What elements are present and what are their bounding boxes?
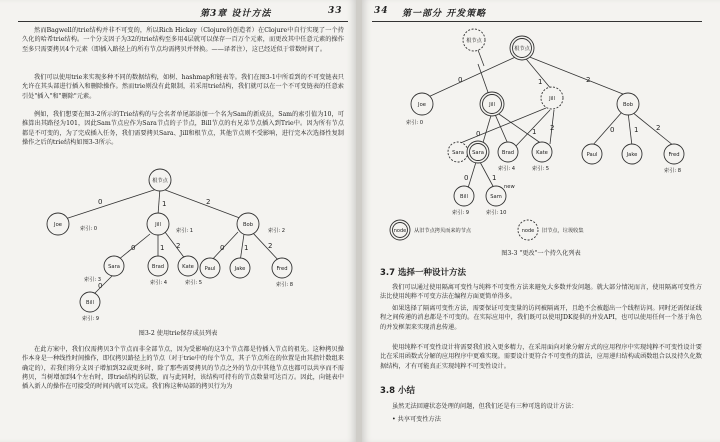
tree-node-jake: Jake bbox=[626, 152, 638, 158]
right-page bbox=[362, 0, 720, 442]
tree-node-paul: Paul bbox=[204, 266, 216, 272]
page-number: 34 bbox=[374, 6, 389, 16]
edge-label: 2 bbox=[656, 124, 661, 132]
index-label: 索引: 2 bbox=[268, 228, 286, 234]
edge-label: 2 bbox=[206, 198, 211, 206]
tree-node-kate: Kate bbox=[536, 150, 548, 156]
edge-label: 2 bbox=[268, 242, 273, 250]
new-node-label: new bbox=[504, 184, 515, 190]
tree-node-joe: Joe bbox=[54, 222, 62, 228]
edge-label: 1 bbox=[532, 128, 537, 136]
legend-node-old: node bbox=[521, 228, 535, 234]
tree-node-jill-old: Jill bbox=[549, 96, 555, 102]
tree-node-jake: Jake bbox=[234, 266, 246, 272]
page-header-chapter: 第3章 设计方法 bbox=[200, 9, 272, 19]
edge-label: 0 bbox=[220, 244, 225, 252]
tree-node-sara-old: Sara bbox=[452, 150, 464, 156]
tree-node-fred: Fred bbox=[668, 152, 680, 158]
tree-node-joe: Joe bbox=[418, 102, 426, 108]
tree-node-sara-new: Sara bbox=[472, 150, 484, 156]
tree-node-new-root: 根节点 bbox=[514, 46, 530, 52]
edge-label: 1 bbox=[160, 244, 165, 252]
edge-label: 1 bbox=[492, 174, 497, 182]
index-label: 索引: 3 bbox=[84, 277, 102, 283]
index-label: 索引: 4 bbox=[498, 166, 516, 172]
page-number: 33 bbox=[328, 6, 343, 16]
index-label: 索引: 0 bbox=[80, 226, 98, 232]
tree-node-sam: Sam bbox=[490, 194, 502, 200]
paragraph: 使用纯粹不可变性设计将需要我们投入更多精力，在采用面向对象分解方式的应用程序中实现纯粹不可变性设计要比在采用函数式分解的应用程序中更难实现。需要设计更符合不可变性的算法，应用递归结构或函数组合以及持久化数据结构，才有可能真正实现纯粹不可变性设计。 bbox=[380, 344, 702, 370]
edge-label: 1 bbox=[162, 200, 167, 208]
header-rule bbox=[372, 21, 702, 22]
page-header-part: 第一部分 开发策略 bbox=[402, 9, 487, 19]
edge-label: 0 bbox=[610, 126, 615, 134]
tree-node-jill: Jill bbox=[155, 222, 161, 228]
paragraph: 虽然无法回避状态处理的问题，但我们还是有三种可选的设计方法： bbox=[392, 403, 578, 410]
index-label: 索引: 8 bbox=[664, 168, 682, 174]
tree-node-old-root: 根节点 bbox=[466, 38, 482, 44]
edge-label: 2 bbox=[550, 124, 555, 132]
tree-node-bob: Bob bbox=[622, 102, 634, 108]
edge-label: 0 bbox=[98, 282, 103, 290]
edge-label: 0 bbox=[476, 130, 481, 138]
paragraph: 然而Bagwell的trie结构并非不可变的，所以Rich Hickey（Clojure的创造者）在Clojure中自行实现了一个持久化的哈希trie结构。一个分支因子为32的trie结构至多用4层就可以保存一百万个元素，而更改其中任意元素的操作至多只需要拷贝4个元素（即插入路径上的所有节点均需拷贝并替换。——译者注），这已经近似于常数时间了。 bbox=[22, 27, 344, 53]
figure-legend bbox=[390, 220, 584, 240]
edge-label: 0 bbox=[458, 76, 463, 84]
header-rule bbox=[18, 21, 348, 22]
figure-caption: 图3-3 "更改"一个持久化列表 bbox=[501, 250, 581, 257]
edge-label: 1 bbox=[244, 244, 249, 252]
paragraph: 如果选择了隔离可变性方法，需要保证可变变量的访问被隔离开，且绝不会被超出一个线程访问。同时还需保证线程之间传递的消息都是不可变的。在实际应用中，我们既可以使用JDK提供的并发API，也可以使用任何一个基于角色的并发框架来实现消息传递。 bbox=[380, 305, 702, 331]
index-label: 索引: 5 bbox=[532, 166, 550, 172]
edge-label: 0 bbox=[98, 198, 103, 206]
legend-node-copied: node bbox=[393, 228, 407, 234]
trie-figure-3-2 bbox=[10, 168, 350, 330]
tree-node-bill: Bill bbox=[86, 300, 94, 306]
index-label: 索引: 9 bbox=[452, 210, 470, 216]
edge-label: 2 bbox=[586, 76, 591, 84]
figure-caption: 图3-2 使用trie保存成员列表 bbox=[138, 330, 218, 337]
index-label: 索引: 8 bbox=[276, 282, 294, 288]
tree-node-root: 根节点 bbox=[152, 178, 168, 184]
index-label: 索引: 1 bbox=[176, 228, 194, 234]
edge-label: 2 bbox=[176, 242, 181, 250]
index-label: 索引: 0 bbox=[406, 120, 424, 126]
tree-node-fred: Fred bbox=[276, 266, 288, 272]
edge-label: 0 bbox=[464, 174, 469, 182]
paragraph: 我们可以通过使用隔离可变性与纯粹不可变性方法来避免大多数并发问题。就大部分情况而言，使用隔离可变性方法比使用纯粹不可变方法在编程方面更简单得多。 bbox=[380, 284, 702, 301]
index-label: 索引: 5 bbox=[185, 280, 203, 286]
paragraph: 在此方案中，我们仅需拷贝3个节点而非全部节点，因为受影响的这3个节点都是待插入节点的祖先。这种拷贝操作本身是一种线性时间操作，即仅拷贝路径上的节点（对于trie中的每个节点，其子节点所在的位置是由其指针数组来确定的），若我们将分支因子增加到32或更多时，除了那些需要拷贝的节点之外的节点中其他节点也都可以共享而不需拷贝，当树增加到4个左右时，即trie结构的层数，而与此同时，该结构可持有的节点数量可达百万。因此，向链表中插入新人的操作在可接受的时间内就可以完成。我们称这种局部的拷贝行为为 bbox=[22, 346, 344, 391]
paragraph: 例如，我们想要在图3-2所示的Trie结构的与会名者单尾部添加一个名为Sam的新成员，Sam的索引值为10，可推算出其路径为101，因此Sam节点应作为Sara节点的子节点，Bill节点的右兄弟节点插入到Trie中。因为所有节点都是不可变的，为了完成插入任务，我们需要拷贝Sara、Jill和根节点，其他节点则不受影响，进行完本次选择性复制操作之后的trie结构如图3-3所示。 bbox=[22, 111, 344, 146]
bullet-item: • 共享可变性方法 bbox=[392, 416, 441, 423]
index-label: 索引: 4 bbox=[150, 280, 168, 286]
paragraph: 我们可以使用trie来实现多种不同的数据结构，如树、hashmap和链表等。我们在图3-1中所看到的不可变链表只允许在其头部进行插入和删除操作。然而trie则没有此限制，若采用trie结构，我们就可以在一个不可变链表的任意索引处"插入"和"删除"元素。 bbox=[22, 74, 344, 100]
section-heading-3-7: 3.7 选择一种设计方法 bbox=[380, 268, 467, 278]
tree-node-paul: Paul bbox=[586, 152, 598, 158]
edge-label: 0 bbox=[131, 244, 136, 252]
tree-node-bill: Bill bbox=[460, 194, 468, 200]
legend-copied-label: 从旧节点拷贝而来的节点 bbox=[414, 228, 472, 234]
left-page bbox=[0, 0, 356, 442]
tree-node-jill-new: Jill bbox=[489, 102, 495, 108]
edge-label: 1 bbox=[538, 78, 543, 86]
tree-node-sara: Sara bbox=[108, 264, 120, 270]
index-label: 索引: 10 bbox=[486, 210, 507, 216]
tree-node-bob: Bob bbox=[242, 222, 254, 228]
tree-node-kate: Kate bbox=[182, 264, 194, 270]
index-label: 索引: 9 bbox=[82, 316, 100, 322]
section-heading-3-8: 3.8 小结 bbox=[380, 386, 416, 396]
tree-node-brad: Brad bbox=[151, 264, 165, 270]
edge-label: 1 bbox=[634, 126, 639, 134]
trie-figure-3-3 bbox=[382, 28, 712, 248]
tree-node-brad: Brad bbox=[501, 150, 515, 156]
legend-gc-label: 旧节点，垃圾收集 bbox=[542, 228, 584, 234]
